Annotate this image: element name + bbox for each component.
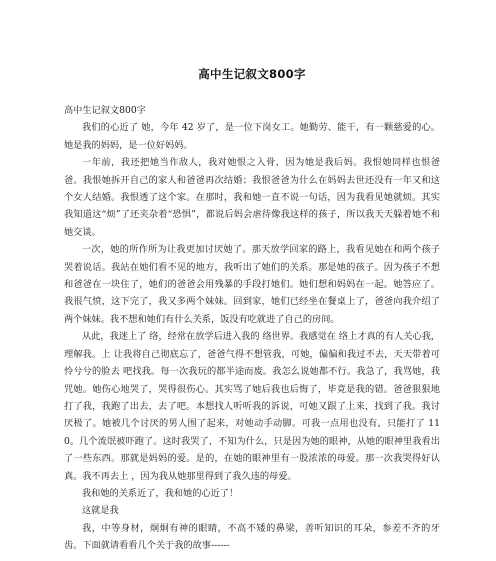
paragraph-7: 我，中等身材，炯炯有神的眼睛，不高不矮的鼻梁，善听知识的耳朵，参差不齐的牙齿。下面就请看看几个关于我的故事------ — [64, 522, 440, 552]
document-subtitle: 高中生记叙文800字 — [64, 105, 146, 116]
paragraph-2: 一年前，我还把她当作敌人，我对她恨之入骨，因为她是我后妈。我恨她同样也恨爸爸。我恨她拆开自己的家人和爸爸再次结婚；我恨爸爸为什么在妈妈去世还没有一年又和这个女人结婚。我恨透了这个家。在那时，我和她一直不说一句话，因为我看见她就烦。其实我知道这“烦”了还夹杂着“恐惧”，都说后妈会虐待像我这样的孩子，所以我天天躲着她不和她交谈。 — [64, 157, 440, 238]
paragraph-1: 我们的心近了 她，今年 42 岁了，是一位下岗女工。她勤劳、能干，有一颗慈爱的心。她是我的妈妈，是一位好妈妈。 — [64, 122, 440, 151]
paragraph-4: 从此，我迷上了 络，经常在放学后进入我的 络世界。我感觉在 络上才真的有人关心我，理解我。上 让我将自己彻底忘了，爸爸气得不想管我，可她，偏偏和我过不去，天天带着可怜兮兮的脸去 吧找我。每一次我玩的都半途而废。我怎么说她都不行。我急了，我骂她，我咒她。她伤心地哭了，哭得很伤心。其实骂了她后我也后悔了，毕竟是我的错。爸爸狠狠地打了我，我跑了出去，去了吧。本想找人听听我的诉说，可她又跟了上来，找到了我。我讨厌极了。她被几个讨厌的男人围了起来，对她动手动脚。可我一点用也没有，只能打了 110。几个流氓被吓跑了。这时我哭了，不知为什么，只是因为她的眼神，从她的眼神里我看出了一些东西。那就是妈妈的爱。是的，在她的眼神里有一股浓浓的母爱。那一次我哭得好认真。我不再去上 ，因为我从她那里得到了我久违的母爱。 — [64, 331, 440, 482]
paragraph-5: 我和她的关系近了，我和她的心近了！ — [82, 487, 239, 499]
document-title: 高中生记叙文800字 — [198, 67, 306, 81]
paragraph-6: 这就是我 — [82, 505, 119, 517]
paragraph-3: 一次，她的所作所为让我更加讨厌她了。那天放学回家的路上，我看见她在和两个孩子哭着说话。我站在她们看不见的地方，我听出了她们的关系。那是她的孩子。因为孩子不想和爸爸在一块住了，她们的爸爸会用残暴的手段打她们。她们想和妈妈在一起。她答应了。我很气愤，这下完了，我又多两个妹妹。回到家，她们已经坐在餐桌上了，爸爸向我介绍了两个妹妹。我不想和她们有什么关系，饭没有吃就进了自己的房间。 — [64, 244, 440, 325]
